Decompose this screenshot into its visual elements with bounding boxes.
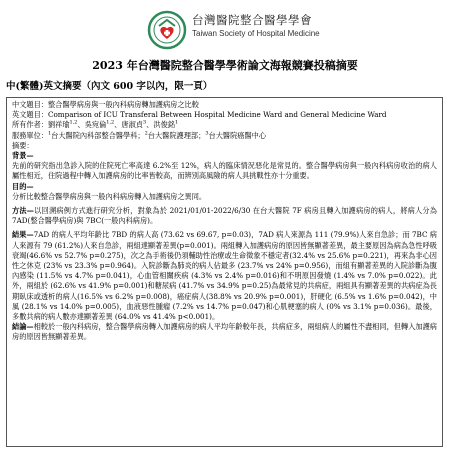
page-title: 2023 年台灣醫院整合醫學學術論文海報競賽投稿摘要 bbox=[92, 59, 358, 72]
author-affil-sup: 1,2 bbox=[69, 120, 78, 127]
author-affil-sup: 3 bbox=[143, 120, 147, 127]
background-text: 先前的研究指出急診入院的住院死亡率高達 6.2%至 12%，病人的臨床情況惡化是常見的。整合醫學病房與一般內科病房收治的病人屬性相近，住院過程中轉入加護病房的比率皆較高，而辨別高風險的病人具挑戰性亦十分重要。 bbox=[12, 161, 437, 181]
authors-label: 所有作者： bbox=[12, 120, 48, 130]
org-name-en: Taiwan Society of Hospital Medicine bbox=[192, 29, 320, 38]
author-name: 吳宛倫 bbox=[84, 120, 107, 130]
method-label: 方法— bbox=[12, 206, 34, 216]
affiliation-label: 服務單位： bbox=[12, 130, 48, 140]
affiliation-value: $^1$台大醫院內科部整合醫學科；$^2$台大醫院護理部；$^3$台大醫院癌醫中心 bbox=[47, 130, 267, 140]
result-paragraph bbox=[12, 230, 437, 322]
author-affil-sup: 1 bbox=[174, 120, 179, 127]
summary-label: 摘要： bbox=[12, 140, 34, 150]
affil-num: 2 bbox=[144, 130, 148, 137]
society-logo-icon bbox=[147, 10, 187, 50]
affil-name: 台大醫院內科部整合醫學科 bbox=[51, 130, 138, 140]
affil-name: 台大醫院護理部 bbox=[147, 130, 199, 140]
affil-num: 1 bbox=[47, 130, 52, 137]
abstract-heading: 中(繁體)英文摘要（內文 600 字以內，限一頁） bbox=[6, 81, 213, 92]
author-name: 劉祥瑜 bbox=[47, 120, 70, 130]
author-name: 洪俊銘 bbox=[153, 120, 175, 130]
affiliation-row bbox=[12, 131, 437, 141]
objective-label: 目的— bbox=[12, 181, 34, 191]
org-name-zh: 台灣醫院整合醫學學會 bbox=[192, 13, 312, 27]
en-title-value: Comparison of ICU Transferal Between Hospital Medicine Ward and General Medicine Ward bbox=[47, 110, 387, 120]
result-label: 結果— bbox=[12, 230, 34, 240]
zh-title-value: 整合醫學病房與一般內科病房轉加護病房之比較 bbox=[47, 100, 199, 109]
conclusion-text: 相較於一般內科病房，整合醫學病房轉入加護病房的病人平均年齡較年長，共病症多，兩組病人的屬性不盡相同，但轉入加護病房的原因皆無顯著差異。 bbox=[12, 322, 437, 342]
result-text: 7AD 的病人平均年齡比 7BD 的病人高 (73.62 vs 69.67, p=0.03)，7AD 病人來源為 111 (79.9%)人來自急診；而 7BC 病人來源有 79 (61.2%)人來自急診，兩組達顯著差異(p=0.001)。兩組轉入加護病房的原因皆無顯著差異，最主要原因為病為急性呼吸衰竭(46.6% vs 52.7% p=0.275)，次之為手術後仍須輔助性治療或生命徵象不穩定者(32.4% vs 25.6% p=0.221)，再來為非心因性之休克 (23% vs 23.3% p=0.964)。入院診斷為肺炎的病人佔最多 (23.7% vs 24% p=0.956)，而組有顯著差異的入院診斷為腹內感染 (11.5% vs 4.7% p=0.041)，心血管相關疾病 (4.3% vs 2.4% p=0.016)和不明原因發燒 (1.4% vs 7.0% p=0.022)。此外，兩組於 (62.6% vs 41.9% p=0.001)和糖尿病 (41.7% vs 34.9% p=0.25)為最常見的共病症，兩組具有顯著差異的共病症為長期臥床或透析的病人(16.5% vs 6.2% p=0.008)，癌症病人(38.8% vs 20.9% p=0.001)，肝硬化 (6.5% vs 1.6% p=0.042)，中風 (28.1% vs 14.0% p=0.005)，血液惡性腫瘤 (7.2% vs 14.7% p=0.047)和心肌梗塞的病人 (0% vs 3.1% p=0.036)。最後，多數共病的病人數亦達顯著差異 (64.0% vs 41.4% p<0.001)。 bbox=[12, 230, 437, 322]
method-text: 以回溯病例方式進行研究分析，對象為於 2021/01/01-2022/6/30 在台大醫院 7F 病房且轉入加護病房的病人，將病人分為 7AD(整合醫學病房)與 7BC(一般內科病房)。 bbox=[12, 206, 437, 226]
zh-title-row bbox=[12, 100, 437, 110]
conclusion-paragraph bbox=[12, 322, 437, 342]
author-affil-sup: 1,2 bbox=[106, 120, 115, 127]
affil-num: 3 bbox=[205, 130, 209, 137]
method-paragraph bbox=[12, 206, 437, 226]
abstract-box bbox=[6, 97, 443, 447]
authors-value: 劉祥瑜$^{1,2}$、吳宛倫$^{1,2}$、唐淑貞$^3$、洪俊銘$^1$ bbox=[47, 120, 179, 130]
objective-text: 分析比較整合醫學病房與一般內科病房轉入加護病房之異同。 bbox=[12, 191, 207, 201]
en-title-row bbox=[12, 110, 437, 120]
conclusion-label: 結論— bbox=[12, 322, 34, 332]
en-title-label: 英文題目： bbox=[12, 110, 48, 120]
author-name: 唐淑貞 bbox=[121, 120, 143, 130]
affil-name: 台大醫院癌醫中心 bbox=[208, 130, 267, 140]
abstract-content bbox=[12, 100, 437, 343]
background-label: 背景— bbox=[12, 151, 34, 161]
zh-title-label: 中文題目： bbox=[12, 100, 48, 109]
authors-row bbox=[12, 120, 437, 130]
